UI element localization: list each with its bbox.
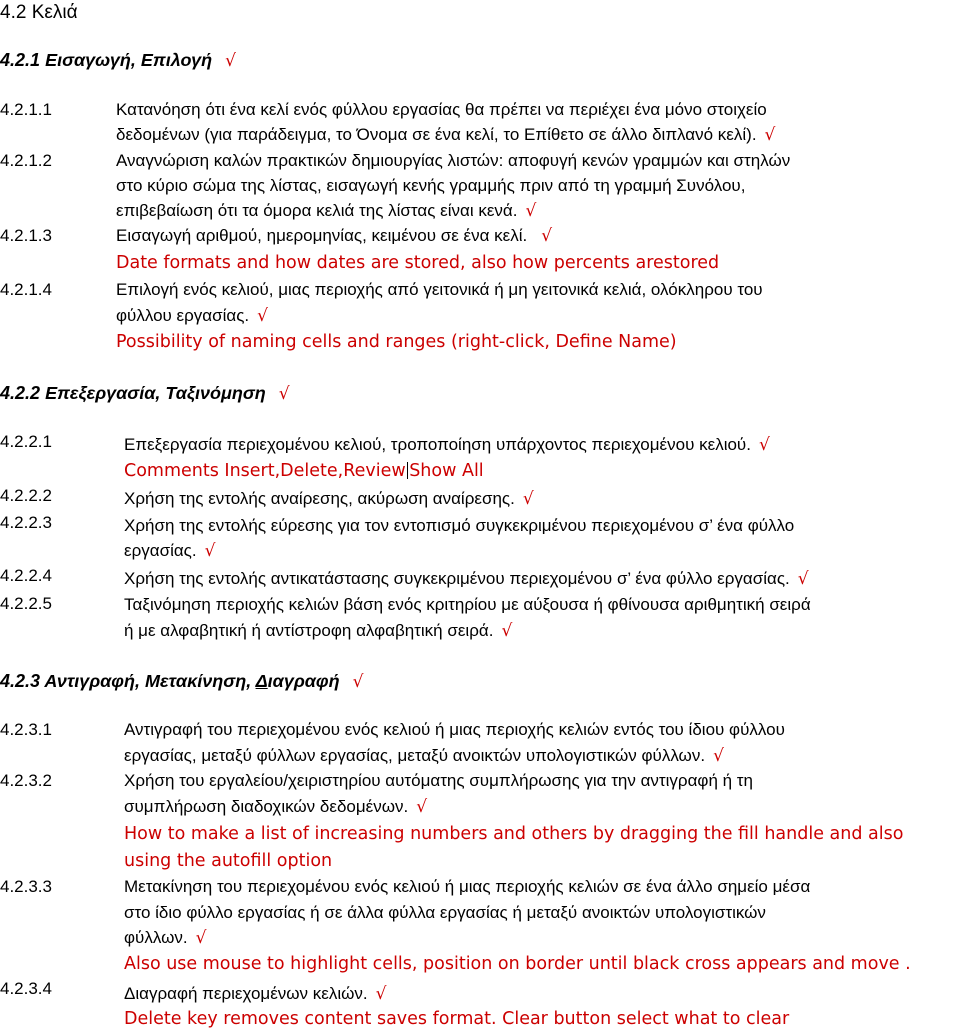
item-text-line: Ταξινόμηση περιοχής κελιών βάση ενός κριτηρίου με αύξουσα ή φθίνουσα αριθμητική σειρά (124, 595, 811, 614)
check-mark-icon: √ (204, 541, 216, 561)
check-mark-icon: √ (758, 435, 770, 455)
item-note: Also use mouse to highlight cells, position on border until black cross appears and move . (124, 954, 911, 974)
check-mark-icon: √ (525, 201, 537, 221)
item-number: 4.2.3.4 (0, 979, 52, 998)
item-text-line: Αντιγραφή του περιεχομένου ενός κελιού ή μιας περιοχής κελιών εντός του ίδιου φύλλου (124, 720, 785, 739)
item-text-line: φύλλων. √ (124, 928, 207, 948)
subsection-heading (0, 50, 236, 71)
item-text-line: Εισαγωγή αριθμού, ημερομηνίας, κειμένου σε ένα κελί. √ (116, 226, 553, 246)
check-mark-icon: √ (375, 984, 387, 1004)
section-heading (0, 2, 78, 24)
check-mark-icon: √ (257, 306, 268, 326)
item-number: 4.2.3.2 (0, 771, 52, 790)
item-text-line: Επεξεργασία περιεχομένου κελιού, τροποποίηση υπάρχοντος περιεχομένου κελιού. √ (124, 435, 770, 455)
check-mark-icon: √ (225, 51, 237, 71)
item-number: 4.2.3.1 (0, 720, 52, 739)
item-number: 4.2.2.1 (0, 432, 52, 451)
subsection-title: Επεξεργασία, Ταξινόμηση (45, 383, 266, 403)
item-text-line: δεδομένων (για παράδειγμα, το Όνομα σε ένα κελί, το Επίθετο σε άλλο διπλανό κελί). √ (116, 125, 776, 145)
subsection-heading (0, 671, 363, 692)
item-text-line: εργασίας. √ (124, 541, 216, 561)
check-mark-icon: √ (541, 226, 553, 246)
item-text-line: φύλλου εργασίας. √ (116, 306, 268, 326)
item-number: 4.2.2.2 (0, 486, 52, 505)
item-text-line: στο ίδιο φύλλο εργασίας ή σε άλλα φύλλα εργασίας ή μεταξύ ανοικτών υπολογιστικών (124, 903, 766, 922)
check-mark-icon: √ (764, 125, 776, 145)
item-number: 4.2.1.2 (0, 151, 52, 170)
item-note: Comments Insert,Delete,Review Show All (124, 461, 484, 481)
item-number: 4.2.1.4 (0, 280, 52, 299)
subsection-number: 4.2.2 (0, 383, 41, 403)
text-cursor (407, 462, 409, 479)
subsection-title: Εισαγωγή, Επιλογή (45, 50, 213, 70)
item-text-line: Χρήση της εντολής αντικατάστασης συγκεκριμένου περιεχομένου σ’ ένα φύλλο εργασίας. √ (124, 569, 809, 589)
check-mark-icon: √ (278, 384, 290, 404)
item-note: using the autofill option (124, 851, 333, 871)
item-text-line: ή με αλφαβητική ή αντίστροφη αλφαβητική σειρά. √ (124, 621, 513, 641)
item-text-line: Χρήση του εργαλείου/χειριστηρίου αυτόματης συμπλήρωσης για την αντιγραφή ή τη (124, 771, 753, 790)
check-mark-icon: √ (713, 746, 724, 766)
subsection-heading (0, 383, 290, 404)
subsection-title: Αντιγραφή, Μετακίνηση, Διαγραφή (44, 671, 340, 691)
subsection-number: 4.2.3 (0, 671, 41, 691)
subsection-number: 4.2.1 (0, 50, 41, 70)
check-mark-icon: √ (416, 797, 428, 817)
check-mark-icon: √ (522, 489, 534, 509)
item-text-line: επιβεβαίωση ότι τα όμορα κελιά της λίστας είναι κενά. √ (116, 201, 537, 221)
item-text-line: Διαγραφή περιεχομένων κελιών. √ (124, 984, 387, 1004)
section-title: Κελιά (31, 2, 78, 23)
item-text-line: Κατανόηση ότι ένα κελί ενός φύλλου εργασίας θα πρέπει να περιέχει ένα μόνο στοιχείο (116, 100, 767, 119)
item-number: 4.2.1.1 (0, 100, 52, 119)
item-text-line: Χρήση της εντολής αναίρεσης, ακύρωση αναίρεσης. √ (124, 489, 534, 509)
check-mark-icon: √ (501, 621, 513, 641)
item-text-line: Επιλογή ενός κελιού, μιας περιοχής από γειτονικά ή μη γειτονικά κελιά, ολόκληρου του (116, 280, 763, 299)
check-mark-icon: √ (797, 569, 809, 589)
item-text-line: Μετακίνηση του περιεχομένου ενός κελιού ή μιας περιοχής κελιών σε ένα άλλο σημείο μέσα (124, 877, 811, 896)
item-note: Date formats and how dates are stored, also how percents arestored (116, 253, 720, 273)
item-text-line: στο κύριο σώμα της λίστας, εισαγωγή κενής γραμμής πριν από τη γραμμή Συνόλου, (116, 176, 746, 195)
item-text-line: Χρήση της εντολής εύρεσης για τον εντοπισμό συγκεκριμένου περιεχομένου σ’ ένα φύλλο (124, 516, 795, 535)
item-text-line: συμπλήρωση διαδοχικών δεδομένων. √ (124, 797, 428, 817)
item-text-line: εργασίας, μεταξύ φύλλων εργασίας, μεταξύ ανοικτών υπολογιστικών φύλλων. √ (124, 746, 724, 766)
check-mark-icon: √ (195, 928, 207, 948)
section-number: 4.2 (0, 2, 27, 23)
item-note: How to make a list of increasing numbers and others by dragging the fill handle and also (124, 824, 904, 844)
item-number: 4.2.2.5 (0, 594, 52, 613)
item-note: Possibility of naming cells and ranges (right-click, Define Name) (116, 332, 677, 352)
item-note: Delete key removes content saves format. Clear button select what to clear (124, 1009, 790, 1029)
item-number: 4.2.2.4 (0, 566, 52, 585)
item-text-line: Αναγνώριση καλών πρακτικών δημιουργίας λιστών: αποφυγή κενών γραμμών και στηλών (116, 151, 791, 170)
check-mark-icon: √ (352, 672, 364, 692)
item-number: 4.2.2.3 (0, 513, 52, 532)
item-number: 4.2.3.3 (0, 877, 52, 896)
item-number: 4.2.1.3 (0, 226, 52, 245)
